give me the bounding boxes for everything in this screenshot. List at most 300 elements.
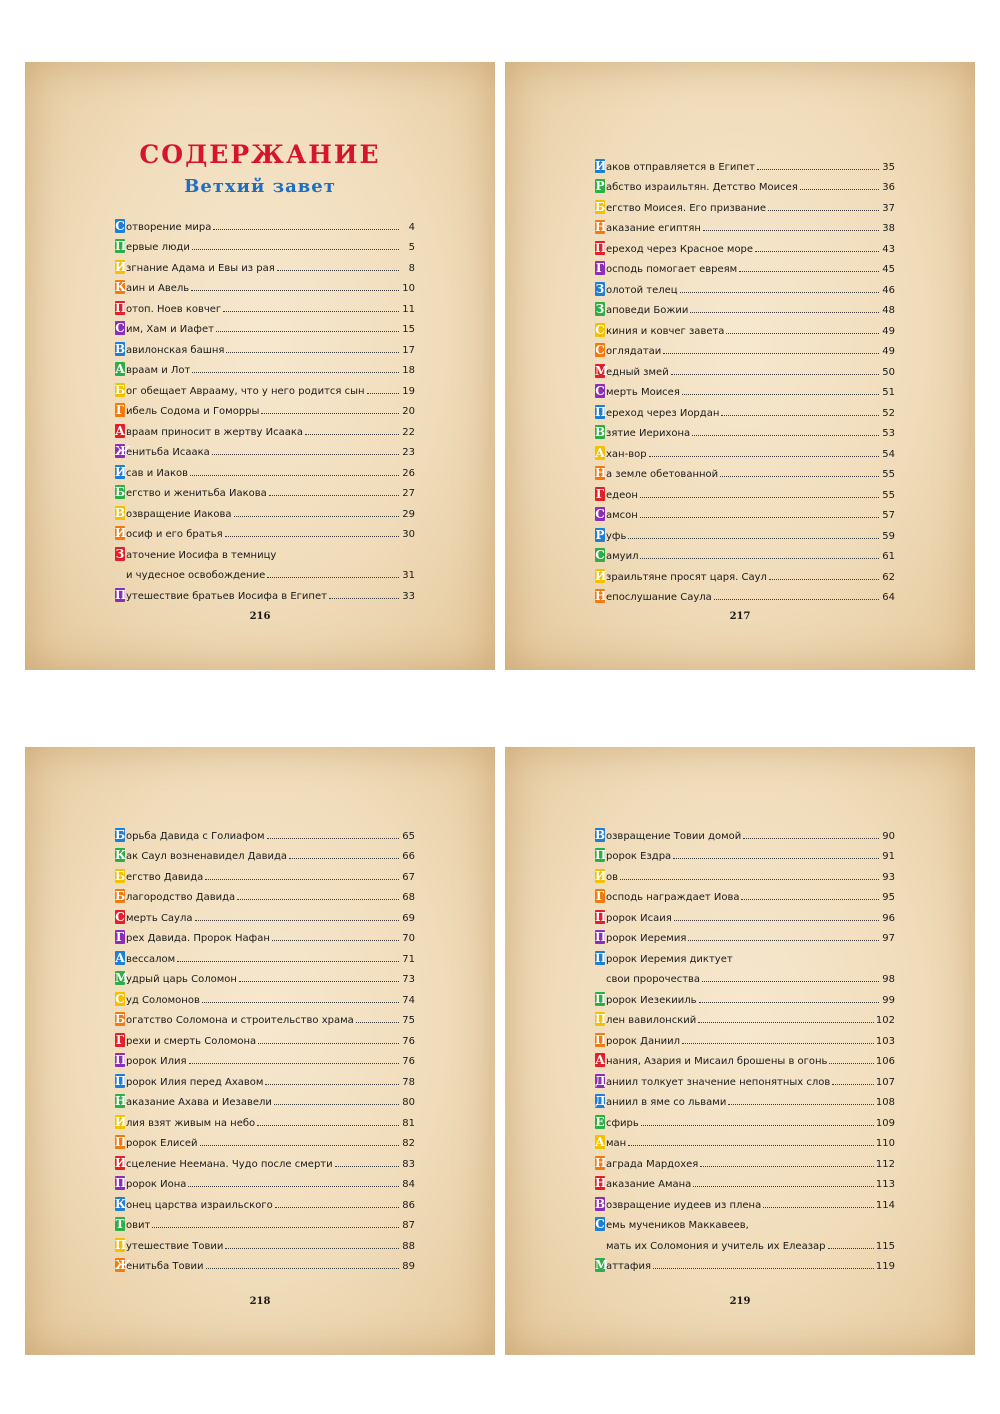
toc-entry-title: уд Соломонов xyxy=(126,994,200,1006)
toc-entry-title: сфирь xyxy=(606,1117,639,1129)
toc-entry xyxy=(115,1026,415,1047)
toc-entry-title: рехи и смерть Соломона xyxy=(126,1035,257,1047)
toc-entry-title: аповеди Божии xyxy=(606,305,689,316)
dot-leader xyxy=(800,189,879,190)
dot-leader xyxy=(741,899,879,900)
contents-title: СОДЕРЖАНИЕ xyxy=(139,140,381,169)
toc-entry xyxy=(115,581,415,602)
toc-entry xyxy=(115,356,415,377)
toc-entry-page: 93 xyxy=(882,871,895,883)
drop-cap: П xyxy=(595,240,607,255)
toc-entry-title: егство Давида xyxy=(126,871,204,883)
dot-leader xyxy=(191,290,399,291)
toc-entry-page: 76 xyxy=(402,1056,415,1067)
toc-entry-title: аказание египтян xyxy=(606,223,701,234)
drop-cap: П xyxy=(595,930,607,944)
toc-entry xyxy=(115,458,415,479)
dot-leader xyxy=(726,333,879,334)
page-number: 219 xyxy=(729,1296,751,1307)
section-subtitle: Ветхий завет xyxy=(184,176,336,197)
toc-entry-page: 31 xyxy=(402,570,415,581)
dot-leader xyxy=(739,271,879,272)
toc-entry-page: 110 xyxy=(875,1138,895,1149)
toc-entry-page: 36 xyxy=(882,182,895,193)
toc-entry xyxy=(115,479,415,500)
drop-cap: Б xyxy=(115,1012,126,1026)
toc-entry-page: 64 xyxy=(882,592,895,603)
toc-entry-page: 71 xyxy=(402,953,415,965)
toc-entry xyxy=(595,480,895,501)
dot-leader xyxy=(267,577,399,578)
toc-entry-page: 113 xyxy=(875,1179,895,1190)
toc-entry-title: ов xyxy=(606,871,619,883)
toc-entry-page: 114 xyxy=(875,1199,895,1211)
toc-entry-title: аин и Авель xyxy=(126,283,190,294)
toc-entry xyxy=(115,540,415,561)
toc-entry xyxy=(115,883,415,904)
drop-cap: К xyxy=(115,280,126,294)
toc-entry xyxy=(595,419,895,440)
toc-entry xyxy=(115,315,415,336)
toc-entry-title: ророк Ездра xyxy=(606,851,672,862)
drop-cap: С xyxy=(595,343,605,357)
toc-entry-title: враам приносит в жертву Исаака xyxy=(126,426,304,438)
drop-cap: С xyxy=(595,1217,605,1231)
dot-leader xyxy=(698,1022,874,1023)
toc-entry-page: 109 xyxy=(875,1117,895,1129)
dot-leader xyxy=(329,598,399,599)
toc-entry-title: аказание Ахава и Иезавели xyxy=(126,1097,272,1108)
toc-entry-page: 78 xyxy=(402,1076,415,1088)
toc-entry xyxy=(595,985,895,1006)
toc-entry xyxy=(115,821,415,842)
toc-entry xyxy=(595,460,895,481)
drop-cap: П xyxy=(595,909,607,924)
toc-entry-page: 90 xyxy=(882,830,895,842)
toc-entry-page: 53 xyxy=(882,428,895,439)
dot-leader xyxy=(640,558,879,559)
dot-leader xyxy=(200,1145,399,1146)
dot-leader xyxy=(702,981,879,982)
toc-entry-title: им, Хам и Иафет xyxy=(126,324,214,335)
drop-cap: Г xyxy=(115,403,125,417)
drop-cap: З xyxy=(115,546,125,561)
toc-entry-title: рех Давида. Пророк Нафан xyxy=(126,933,270,944)
toc-entry-page: 55 xyxy=(882,489,895,501)
toc-entry-title: ибель Содома и Гоморры xyxy=(126,406,260,417)
toc-entry-page: 43 xyxy=(882,243,895,255)
dot-leader xyxy=(757,169,879,170)
toc-entry-title: ереход через Иордан xyxy=(606,407,720,419)
toc-entry-title: уфь xyxy=(606,530,627,542)
dot-leader xyxy=(177,961,399,962)
toc-entry-page: 26 xyxy=(402,467,415,479)
toc-entry-page: 48 xyxy=(882,305,895,316)
toc-entry xyxy=(595,842,895,863)
toc-entry-title: аточение Иосифа в темницу xyxy=(126,549,277,561)
dot-leader xyxy=(682,1043,874,1044)
toc-entry xyxy=(115,520,415,541)
toc-entry xyxy=(115,924,415,945)
toc-entry-page: 97 xyxy=(882,933,895,944)
drop-cap: Б xyxy=(115,382,126,397)
toc-entry xyxy=(115,1006,415,1027)
toc-entry-page: 52 xyxy=(882,407,895,419)
dot-leader xyxy=(265,1084,399,1085)
drop-cap: С xyxy=(115,991,125,1006)
toc-entry xyxy=(115,842,415,863)
dot-leader xyxy=(674,920,879,921)
toc-entry-title: озвращение иудеев из плена xyxy=(606,1199,762,1211)
toc-entry-title: озвращение Товии домой xyxy=(606,830,742,842)
toc-entry-title: зраильтяне просят царя. Саул xyxy=(606,571,767,583)
toc-entry-title: амсон xyxy=(606,510,638,521)
drop-cap: В xyxy=(595,1196,606,1211)
toc-entry-title: лагородство Давида xyxy=(126,892,236,903)
drop-cap: В xyxy=(595,827,606,842)
drop-cap: П xyxy=(595,404,607,419)
drop-cap: В xyxy=(115,505,126,520)
toc-entry xyxy=(595,1047,895,1068)
toc-entry-page: 54 xyxy=(882,448,895,460)
page-number: 218 xyxy=(249,1296,271,1307)
drop-cap: Н xyxy=(595,466,607,480)
toc-entry xyxy=(595,357,895,378)
dot-leader xyxy=(239,981,399,982)
drop-cap: Ж xyxy=(115,1258,131,1272)
toc-entry xyxy=(595,862,895,883)
toc-entry xyxy=(595,1067,895,1088)
dot-leader xyxy=(356,1022,399,1023)
toc-entry-title: мерть Моисея xyxy=(606,387,680,398)
toc-entry-page: 51 xyxy=(882,387,895,398)
dot-leader xyxy=(720,476,879,477)
page-219 xyxy=(505,747,975,1355)
drop-cap: Г xyxy=(595,261,605,275)
dot-leader xyxy=(258,1043,399,1044)
dot-leader xyxy=(272,940,399,941)
drop-cap: И xyxy=(115,259,127,274)
drop-cap: А xyxy=(595,1135,605,1149)
toc-entry-page: 59 xyxy=(882,530,895,542)
toc-entry-page: 115 xyxy=(875,1240,895,1252)
drop-cap: И xyxy=(595,158,607,173)
toc-entry-title: ророк Исаия xyxy=(606,912,672,924)
toc-entry-title: оглядатаи xyxy=(606,346,662,357)
toc-entry xyxy=(115,1149,415,1170)
dot-leader xyxy=(275,1207,399,1208)
dot-leader xyxy=(728,1104,874,1105)
toc-entry-title: аниил толкует значение непонятных слов xyxy=(606,1076,831,1088)
toc-entry-page: 84 xyxy=(402,1179,415,1190)
toc-entry xyxy=(115,1108,415,1129)
drop-cap: П xyxy=(115,239,127,253)
drop-cap: Б xyxy=(115,827,126,842)
dot-leader xyxy=(832,1084,874,1085)
drop-cap: С xyxy=(115,909,125,924)
toc-entry-page: 119 xyxy=(875,1261,895,1272)
toc-entry-title: сав и Иаков xyxy=(126,467,189,479)
drop-cap: С xyxy=(595,507,605,521)
toc-entry-title: лен вавилонский xyxy=(606,1015,697,1026)
dot-leader xyxy=(189,1063,399,1064)
dot-leader xyxy=(212,454,399,455)
toc-entry-page: 80 xyxy=(402,1097,415,1108)
toc-entry-title: аказание Амана xyxy=(606,1179,692,1190)
drop-cap: З xyxy=(595,302,605,316)
dot-leader xyxy=(225,1248,399,1249)
drop-cap: Н xyxy=(595,1176,607,1190)
toc-entry-page: 102 xyxy=(875,1015,895,1026)
dot-leader xyxy=(688,940,879,941)
drop-cap: И xyxy=(595,568,607,583)
drop-cap: П xyxy=(115,1053,127,1067)
toc-entry-title: аков отправляется в Египет xyxy=(606,161,755,173)
drop-cap: Г xyxy=(115,930,125,944)
toc-entry-title: ророк Даниил xyxy=(606,1035,681,1047)
toc-entry xyxy=(115,903,415,924)
dot-leader xyxy=(692,435,879,436)
drop-cap: Р xyxy=(595,179,605,193)
toc-entry-page: 95 xyxy=(882,892,895,903)
toc-entry-title: ереход через Красное море xyxy=(606,243,754,255)
toc-entry-title: ман xyxy=(606,1138,627,1149)
toc-entry-title: киния и ковчег завета xyxy=(606,325,725,337)
drop-cap: М xyxy=(595,363,609,378)
drop-cap: Т xyxy=(115,1217,125,1231)
dot-leader xyxy=(335,1166,399,1167)
dot-leader xyxy=(700,1166,874,1167)
toc-entry-title: осподь помогает евреям xyxy=(606,264,738,275)
dot-leader xyxy=(663,353,879,354)
toc-entry-title: сцеление Неемана. Чудо после смерти xyxy=(126,1158,333,1170)
drop-cap: П xyxy=(115,1073,127,1088)
dot-leader xyxy=(192,372,399,373)
toc-entry-title: аттафия xyxy=(606,1261,651,1272)
toc-entry-title: аниил в яме со львами xyxy=(606,1097,727,1108)
toc-entry-title: мать их Соломония и учитель их Елеазар xyxy=(606,1240,826,1252)
toc-entry-page: 98 xyxy=(882,974,895,985)
toc-entry xyxy=(595,944,895,965)
toc-entry xyxy=(595,337,895,358)
toc-entry-title: абство израильтян. Детство Моисея xyxy=(606,182,798,193)
dot-leader xyxy=(690,312,879,313)
toc-entry-page: 27 xyxy=(402,488,415,499)
toc-entry-title: орьба Давида с Голиафом xyxy=(126,830,265,842)
drop-cap: С xyxy=(595,548,605,562)
toc-entry-title: ог обещает Аврааму, что у него родится сын xyxy=(126,385,365,397)
toc-entry-page: 18 xyxy=(402,365,415,376)
toc-entry xyxy=(595,924,895,945)
toc-entry xyxy=(595,1149,895,1170)
toc-entry xyxy=(595,1252,895,1273)
drop-cap: В xyxy=(115,341,126,356)
toc-entry-page: 67 xyxy=(402,871,415,883)
toc-entry-title: онец царства израильского xyxy=(126,1199,273,1211)
toc-entry-title: осподь награждает Иова xyxy=(606,892,740,903)
toc-list xyxy=(595,152,895,603)
drop-cap: П xyxy=(115,1237,127,1252)
toc-entry xyxy=(595,255,895,276)
dot-leader xyxy=(768,210,879,211)
toc-entry-title: лия взят живым на небо xyxy=(126,1117,256,1129)
toc-entry-title: отворение мира xyxy=(126,221,212,233)
dot-leader xyxy=(257,1125,399,1126)
toc-entry xyxy=(115,944,415,965)
drop-cap: П xyxy=(595,1012,607,1026)
toc-entry-title: ророк Илия xyxy=(126,1056,187,1067)
toc-entry xyxy=(115,1211,415,1232)
drop-cap: В xyxy=(595,425,606,439)
toc-entry-title: нания, Азария и Мисаил брошены в огонь xyxy=(606,1056,828,1067)
toc-entry-title: ак Саул возненавидел Давида xyxy=(126,851,288,862)
toc-entry-title: удрый царь Соломон xyxy=(126,974,237,985)
toc-entry-page: 74 xyxy=(402,994,415,1006)
drop-cap: Н xyxy=(115,1094,127,1108)
dot-leader xyxy=(769,579,879,580)
toc-entry xyxy=(595,214,895,235)
toc-entry-page: 50 xyxy=(882,366,895,378)
toc-entry-page: 17 xyxy=(402,344,415,356)
dot-leader xyxy=(649,456,879,457)
drop-cap: Ж xyxy=(115,444,131,458)
toc-entry-title: ророк Илия перед Ахавом xyxy=(126,1076,264,1088)
drop-cap: Б xyxy=(115,868,126,883)
toc-entry-title: авилонская башня xyxy=(126,344,225,356)
drop-cap: Н xyxy=(595,589,607,603)
dot-leader xyxy=(693,1186,874,1187)
toc-entry xyxy=(115,274,415,295)
toc-entry-page: 62 xyxy=(882,571,895,583)
dot-leader xyxy=(305,434,399,435)
toc-entry-page: 81 xyxy=(402,1117,415,1129)
drop-cap: М xyxy=(595,1258,609,1272)
toc-entry-title: и чудесное освобождение xyxy=(126,570,266,581)
drop-cap: С xyxy=(595,322,605,337)
drop-cap: Б xyxy=(595,199,606,214)
toc-entry xyxy=(595,275,895,296)
drop-cap: А xyxy=(115,950,125,965)
toc-entry xyxy=(115,1252,415,1273)
dot-leader xyxy=(261,413,399,414)
toc-entry xyxy=(115,212,415,233)
toc-entry xyxy=(115,233,415,254)
toc-entry-page: 29 xyxy=(402,508,415,520)
toc-entry-page: 22 xyxy=(402,426,415,438)
toc-entry xyxy=(595,378,895,399)
drop-cap: Б xyxy=(115,889,126,903)
toc-entry-title: свои пророчества xyxy=(606,974,701,985)
toc-entry-page: 89 xyxy=(402,1261,415,1272)
toc-entry-page: 4 xyxy=(408,221,415,233)
dot-leader xyxy=(226,352,399,353)
toc-entry-title: едеон xyxy=(606,489,638,501)
dot-leader xyxy=(223,311,399,312)
toc-entry-page: 19 xyxy=(402,385,415,397)
drop-cap: Г xyxy=(595,486,605,501)
toc-entry-page: 69 xyxy=(402,912,415,924)
toc-entry xyxy=(595,883,895,904)
toc-entry-title: ророк Иезекииль xyxy=(606,994,697,1006)
dot-leader xyxy=(755,251,879,252)
dot-leader xyxy=(274,1104,399,1105)
drop-cap: П xyxy=(115,587,127,602)
toc-entry-title: а земле обетованной xyxy=(606,469,719,480)
dot-leader xyxy=(721,415,879,416)
toc-entry xyxy=(115,438,415,459)
toc-entry xyxy=(595,234,895,255)
dot-leader xyxy=(680,292,879,293)
toc-entry-page: 91 xyxy=(882,851,895,862)
drop-cap: И xyxy=(595,868,607,883)
dot-leader xyxy=(628,1145,874,1146)
toc-entry xyxy=(115,561,415,582)
toc-entry xyxy=(595,965,895,986)
dot-leader xyxy=(289,858,399,859)
drop-cap: Д xyxy=(595,1073,606,1088)
toc-entry-page: 57 xyxy=(882,510,895,521)
drop-cap: Н xyxy=(595,1155,607,1170)
toc-entry xyxy=(595,562,895,583)
dot-leader xyxy=(763,1207,874,1208)
dot-leader xyxy=(225,536,399,537)
drop-cap: Б xyxy=(115,485,126,499)
toc-entry xyxy=(595,173,895,194)
toc-entry-title: осиф и его братья xyxy=(126,529,223,540)
drop-cap: Д xyxy=(595,1094,606,1108)
toc-entry-page: 107 xyxy=(875,1076,895,1088)
toc-entry-page: 108 xyxy=(875,1097,895,1108)
toc-entry xyxy=(115,1067,415,1088)
toc-entry-title: емь мучеников Маккавеев, xyxy=(606,1220,749,1231)
drop-cap: И xyxy=(115,1114,127,1129)
toc-entry-page: 87 xyxy=(402,1220,415,1231)
drop-cap: Е xyxy=(595,1114,605,1129)
toc-entry xyxy=(595,152,895,173)
drop-cap: Г xyxy=(115,1032,125,1047)
toc-entry xyxy=(115,397,415,418)
drop-cap: К xyxy=(115,1196,126,1211)
toc-entry xyxy=(115,1088,415,1109)
toc-entry xyxy=(595,1129,895,1150)
toc-entry-page: 61 xyxy=(882,551,895,562)
toc-entry-page: 88 xyxy=(402,1240,415,1252)
toc-entry-page: 55 xyxy=(882,469,895,480)
toc-entry-page: 75 xyxy=(402,1015,415,1026)
toc-entry xyxy=(115,1170,415,1191)
toc-entry xyxy=(115,1190,415,1211)
toc-entry-title: утешествие Товии xyxy=(126,1240,224,1252)
dot-leader xyxy=(206,1268,400,1269)
toc-entry-page: 33 xyxy=(402,590,415,602)
toc-entry xyxy=(115,417,415,438)
toc-entry-title: ророк Иеремия xyxy=(606,933,687,944)
dot-leader xyxy=(269,495,399,496)
toc-entry-page: 82 xyxy=(402,1138,415,1149)
dot-leader xyxy=(234,516,399,517)
toc-entry xyxy=(595,521,895,542)
dot-leader xyxy=(367,393,399,394)
dot-leader xyxy=(640,497,879,498)
toc-entry-page: 86 xyxy=(402,1199,415,1211)
toc-entry xyxy=(595,542,895,563)
page-218 xyxy=(25,747,495,1355)
toc-entry xyxy=(595,1231,895,1252)
toc-entry xyxy=(595,903,895,924)
dot-leader xyxy=(205,879,399,880)
toc-entry xyxy=(595,316,895,337)
toc-entry xyxy=(115,1047,415,1068)
